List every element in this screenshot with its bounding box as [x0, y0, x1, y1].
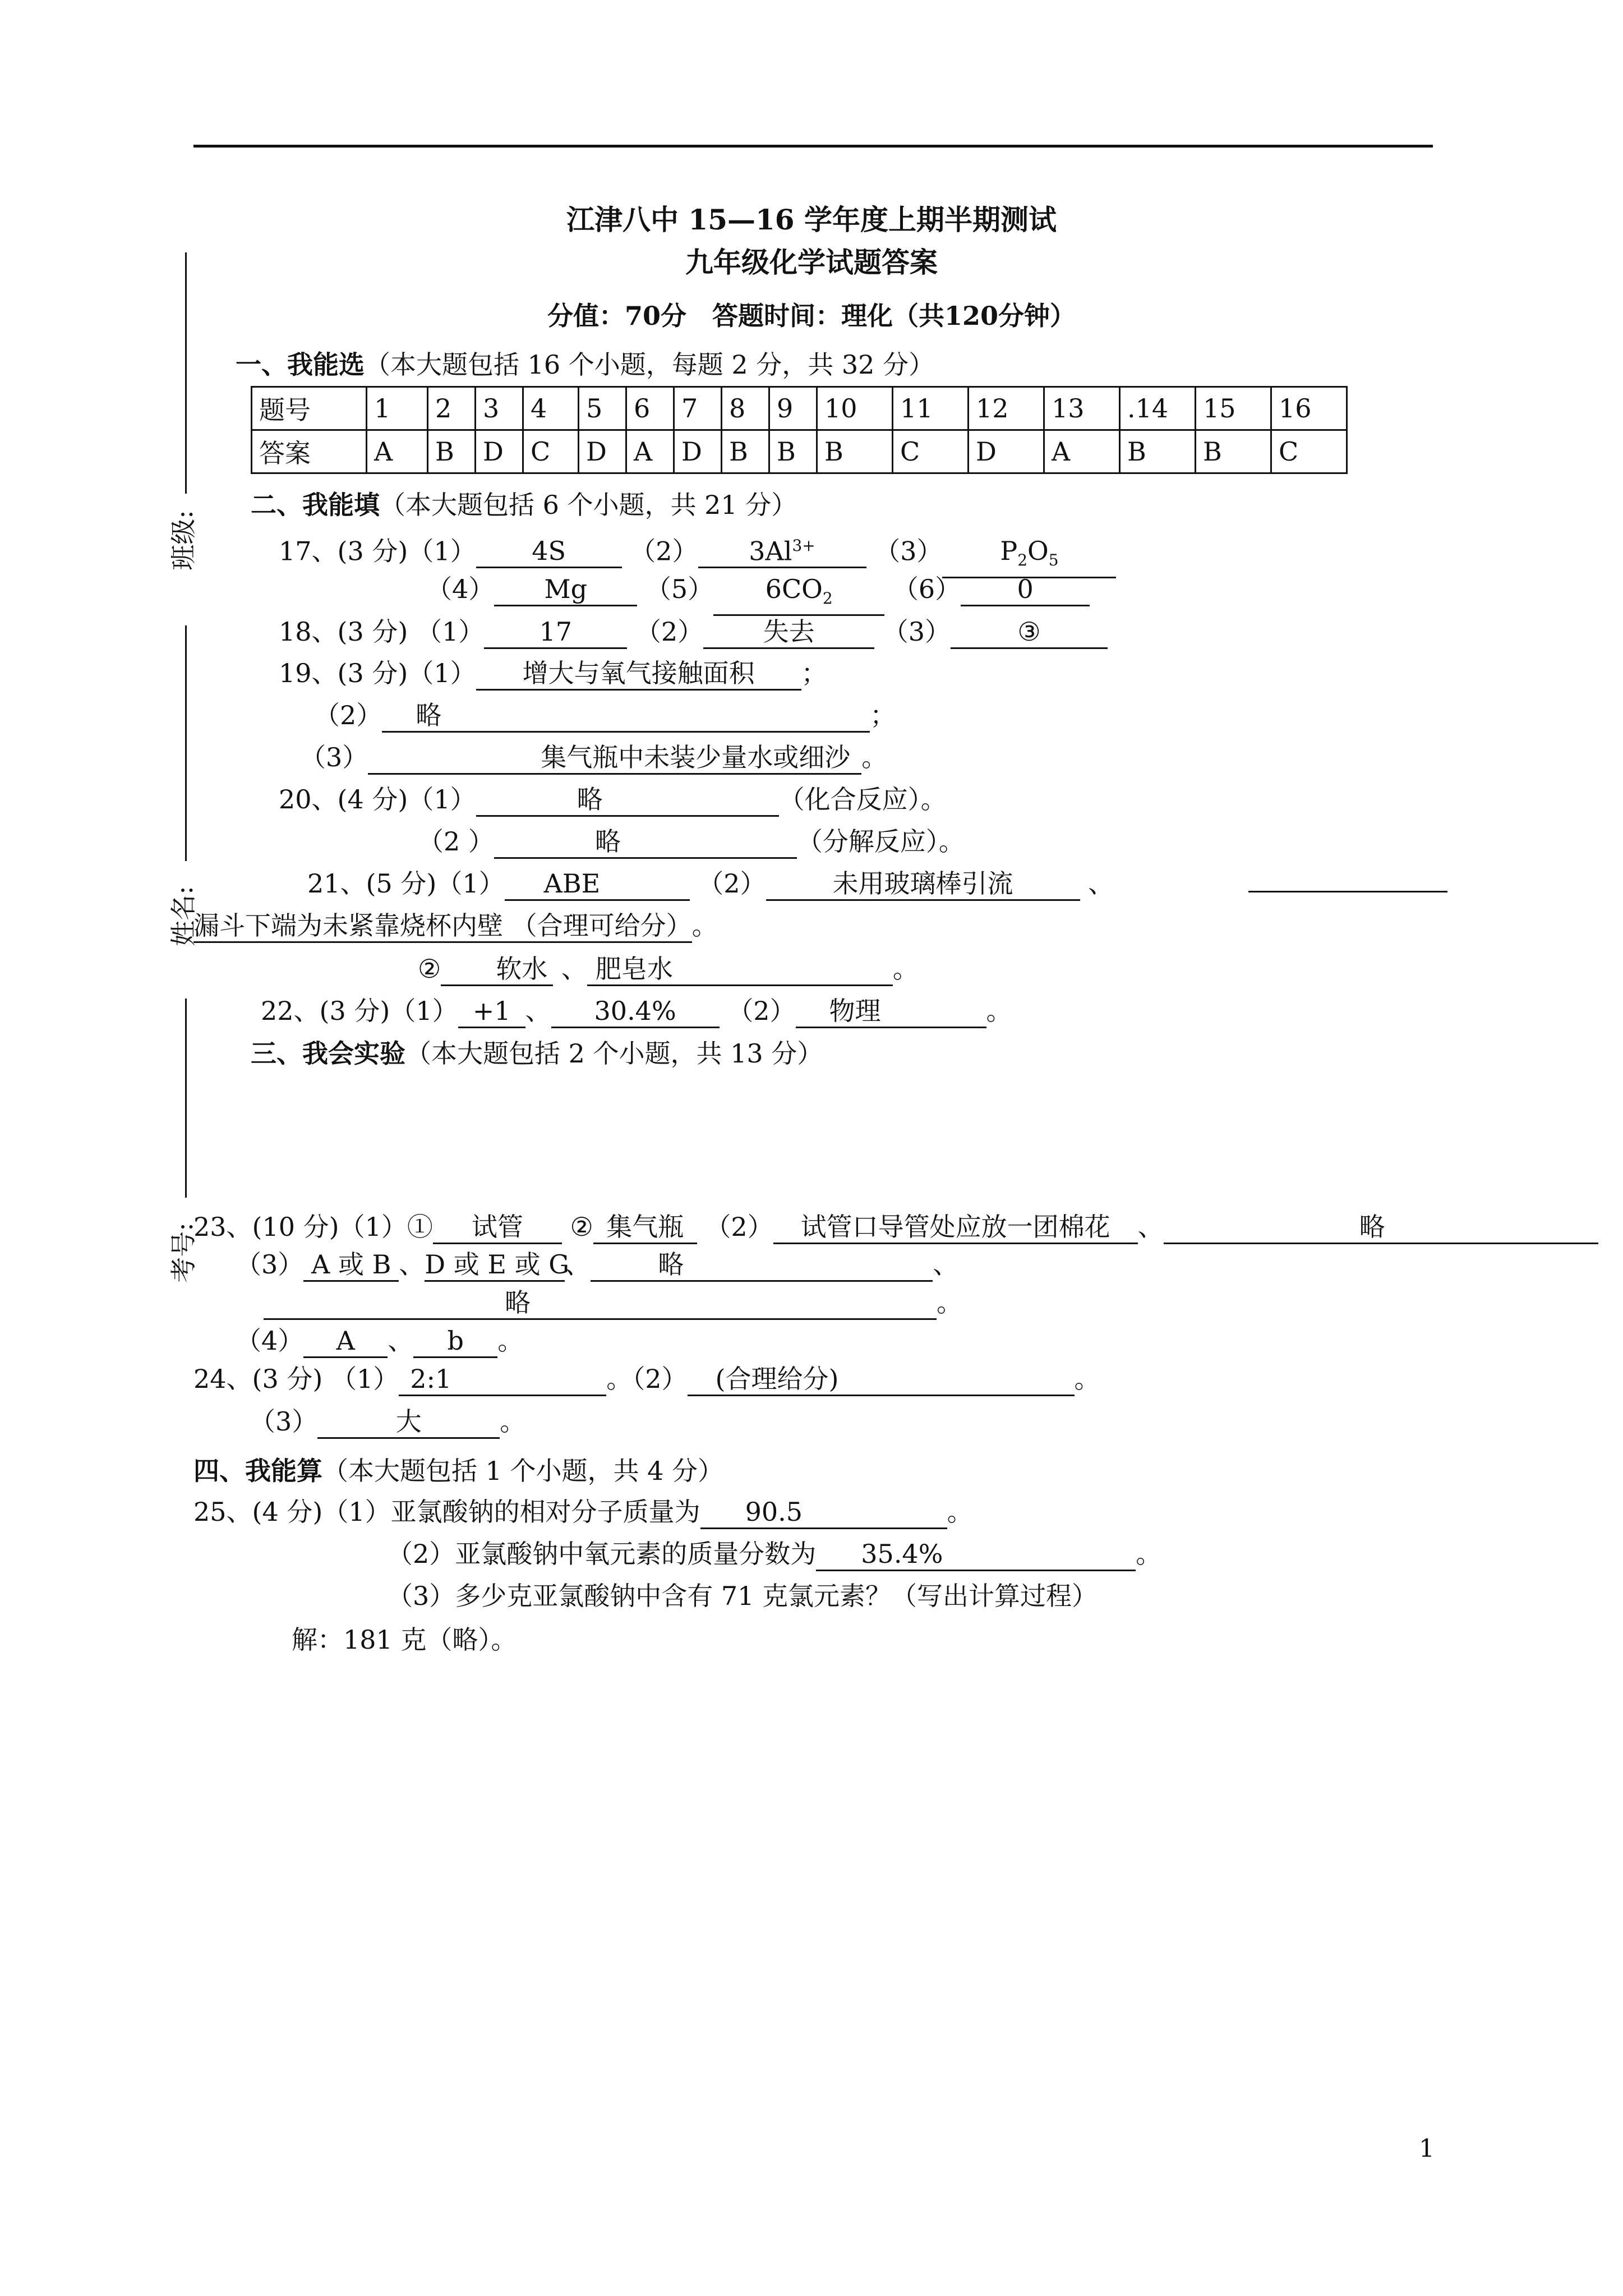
q19-answer1: 增大与氧气接触面积	[476, 657, 801, 691]
answer-cell: B	[1120, 430, 1196, 473]
table-header: 答案	[252, 430, 367, 473]
q17-line2: （4） Mg （5） $6CO_2$ （6） 0	[426, 572, 1090, 616]
answer-cell: B	[817, 430, 893, 473]
q19-line3: （3） 集气瓶中未装少量水或细沙 。	[300, 740, 887, 775]
answer-cell: C	[523, 430, 579, 473]
answer-cell: B	[428, 430, 476, 473]
q19-answer2: 略	[382, 700, 870, 733]
q23-answer3: 试管口导管处应放一团棉花	[773, 1211, 1138, 1244]
q23-line1: 23、(10 分)（1）① 试管 ② 集气瓶 （2） 试管口导管处应放一团棉花 、 略	[193, 1210, 1598, 1244]
q21-answer2: 未用玻璃棒引流	[766, 868, 1080, 901]
subject-title: 九年级化学试题答案	[685, 246, 938, 279]
q21-line2: 漏斗下端为未紧靠烧杯内壁 （合理可给分）。	[193, 909, 718, 943]
q19-line2: （2） 略 ；	[314, 698, 896, 733]
q17-answer1: 4S	[476, 535, 622, 568]
q21-answer1: ABE	[505, 868, 690, 901]
section1-heading: 一、我能选（本大题包括 16 个小题，每题 2 分，共 32 分）	[236, 349, 935, 380]
exam-number-label: 考号:	[168, 1222, 199, 1283]
answer-cell: A	[367, 430, 428, 473]
question-number: 1	[367, 387, 428, 430]
table-row	[252, 430, 1347, 473]
q24-answer2: (合理给分)	[688, 1363, 1075, 1396]
q17-answer2: $3Al^{3+}$	[698, 530, 866, 568]
table-row	[252, 387, 1347, 430]
answer-cell: D	[579, 430, 626, 473]
q23-line3: 略 。	[264, 1286, 962, 1320]
section2-heading: 二、我能填（本大题包括 6 个小题，共 21 分）	[251, 490, 797, 520]
answer-cell: D	[674, 430, 722, 473]
binding-line-1	[185, 252, 187, 494]
answer-cell: C	[1271, 430, 1347, 473]
q23-answer6: D 或 E 或 G	[425, 1249, 565, 1282]
q22-line: 22、(3 分)（1） +1 、 30.4% （2） 物理 。	[261, 994, 1012, 1028]
q23-line4: （4） A 、 b 。	[236, 1324, 523, 1358]
q21-answer2-blank	[1248, 891, 1447, 892]
question-number: 16	[1271, 387, 1347, 430]
q21-line3: ② 软水 、 肥皂水 。	[418, 952, 919, 986]
q23-line2: （3） A 或 B 、D 或 E 或 G、 略 、	[236, 1248, 958, 1282]
binding-line-3	[185, 999, 187, 1198]
q23-answer8: 略	[264, 1287, 937, 1320]
answer-cell: C	[893, 430, 969, 473]
school-title: 江津八中 15—16 学年度上期半期测试	[566, 203, 1057, 236]
q23-answer7: 略	[591, 1249, 933, 1282]
q23-answer2: 集气瓶	[593, 1211, 697, 1244]
question-number: 13	[1044, 387, 1120, 430]
question-number: 7	[674, 387, 722, 430]
q24-answer3: 大	[317, 1406, 500, 1439]
question-number: 5	[579, 387, 626, 430]
q20-line1: 20、(4 分)（1） 略 （化合反应）。	[279, 783, 947, 817]
page-number: 1	[1419, 2134, 1435, 2163]
q25-line3: （3）多少克亚氯酸钠中含有 71 克氯元素？（写出计算过程）	[387, 1581, 1098, 1611]
q17-answer5: $6CO_2$	[713, 573, 884, 616]
question-number: 2	[428, 387, 476, 430]
name-label: 姓名:	[168, 886, 199, 946]
question-number: 4	[523, 387, 579, 430]
q19-line1: 19、(3 分)（1） 增大与氧气接触面积 ；	[279, 656, 827, 691]
q20-answer1: 略	[476, 784, 779, 817]
q24-answer1: 2:1	[399, 1363, 606, 1396]
q22-answer2: 30.4%	[551, 995, 720, 1028]
q25-answer2: 35.4%	[816, 1538, 1136, 1571]
answer-table	[251, 386, 1348, 474]
answer-cell: A	[1044, 430, 1120, 473]
section3-heading: 三、我会实验（本大题包括 2 个小题，共 13 分）	[251, 1038, 823, 1069]
q21-answer4: 肥皂水	[587, 953, 893, 986]
q21-line1: 21、(5 分)（1） ABE （2） 未用玻璃棒引流 、	[307, 867, 1447, 901]
q18-answer3: ③	[951, 616, 1108, 649]
top-rule	[193, 145, 1433, 148]
q20-line2: （2 ） 略 （分解反应）。	[418, 825, 965, 859]
q25-line1: 25、(4 分)（1）亚氯酸钠的相对分子质量为 90.5 。	[193, 1495, 973, 1529]
q21-answer2-cont: 漏斗下端为未紧靠烧杯内壁 （合理可给分）	[193, 910, 692, 943]
q18-line: 18、(3 分) （1） 17 （2） 失去 （3） ③	[279, 615, 1108, 649]
q23-answer4: 略	[1164, 1211, 1598, 1244]
q23-answer5: A 或 B	[303, 1249, 399, 1282]
q22-answer1: +1	[458, 995, 525, 1028]
q22-answer3: 物理	[796, 995, 986, 1028]
question-number: 10	[817, 387, 893, 430]
answer-cell: D	[476, 430, 523, 473]
q17-answer3: $P_2O_5$	[942, 535, 1116, 578]
question-number: 9	[769, 387, 817, 430]
question-number: 11	[893, 387, 969, 430]
q19-answer3: 集气瓶中未装少量水或细沙	[368, 742, 861, 775]
answer-cell: B	[722, 430, 769, 473]
answer-cell: D	[969, 430, 1044, 473]
question-number: 6	[626, 387, 674, 430]
q17-answer4: Mg	[494, 573, 637, 606]
question-number: 12	[969, 387, 1044, 430]
q25-solution: 解：181 克（略）。	[292, 1625, 517, 1655]
question-number: 8	[722, 387, 769, 430]
q20-answer2: 略	[494, 826, 797, 859]
class-label: 班级:	[168, 510, 199, 570]
section4-heading: 四、我能算（本大题包括 1 个小题，共 4 分）	[193, 1456, 724, 1486]
answer-cell: A	[626, 430, 674, 473]
question-number: 15	[1196, 387, 1271, 430]
q24-line2: （3） 大 。	[250, 1405, 525, 1439]
q21-answer3: 软水	[441, 953, 553, 986]
q17-line1: 17、(3 分)（1） 4S （2） $3Al^{3+}$ （3） $P_2O_5$	[279, 530, 1116, 578]
q25-line2: （2）亚氯酸钠中氧元素的质量分数为 35.4% 。	[387, 1537, 1161, 1571]
q24-line1: 24、(3 分) （1） 2:1 。（2） (合理给分) 。	[193, 1362, 1100, 1396]
table-header: 题号	[252, 387, 367, 430]
q23-answer10: b	[413, 1325, 497, 1358]
q23-answer9: A	[303, 1325, 388, 1358]
question-number: 3	[476, 387, 523, 430]
q23-answer1: 试管	[433, 1211, 562, 1244]
answer-cell: B	[1196, 430, 1271, 473]
question-number: .14	[1120, 387, 1196, 430]
answer-cell: B	[769, 430, 817, 473]
q17-answer6: 0	[961, 573, 1090, 606]
q25-answer1: 90.5	[700, 1496, 947, 1529]
exam-info: 分值：70分 答题时间：理化（共120分钟）	[547, 301, 1076, 331]
q18-answer1: 17	[484, 616, 627, 649]
binding-line-2	[185, 625, 187, 861]
q18-answer2: 失去	[703, 616, 874, 649]
